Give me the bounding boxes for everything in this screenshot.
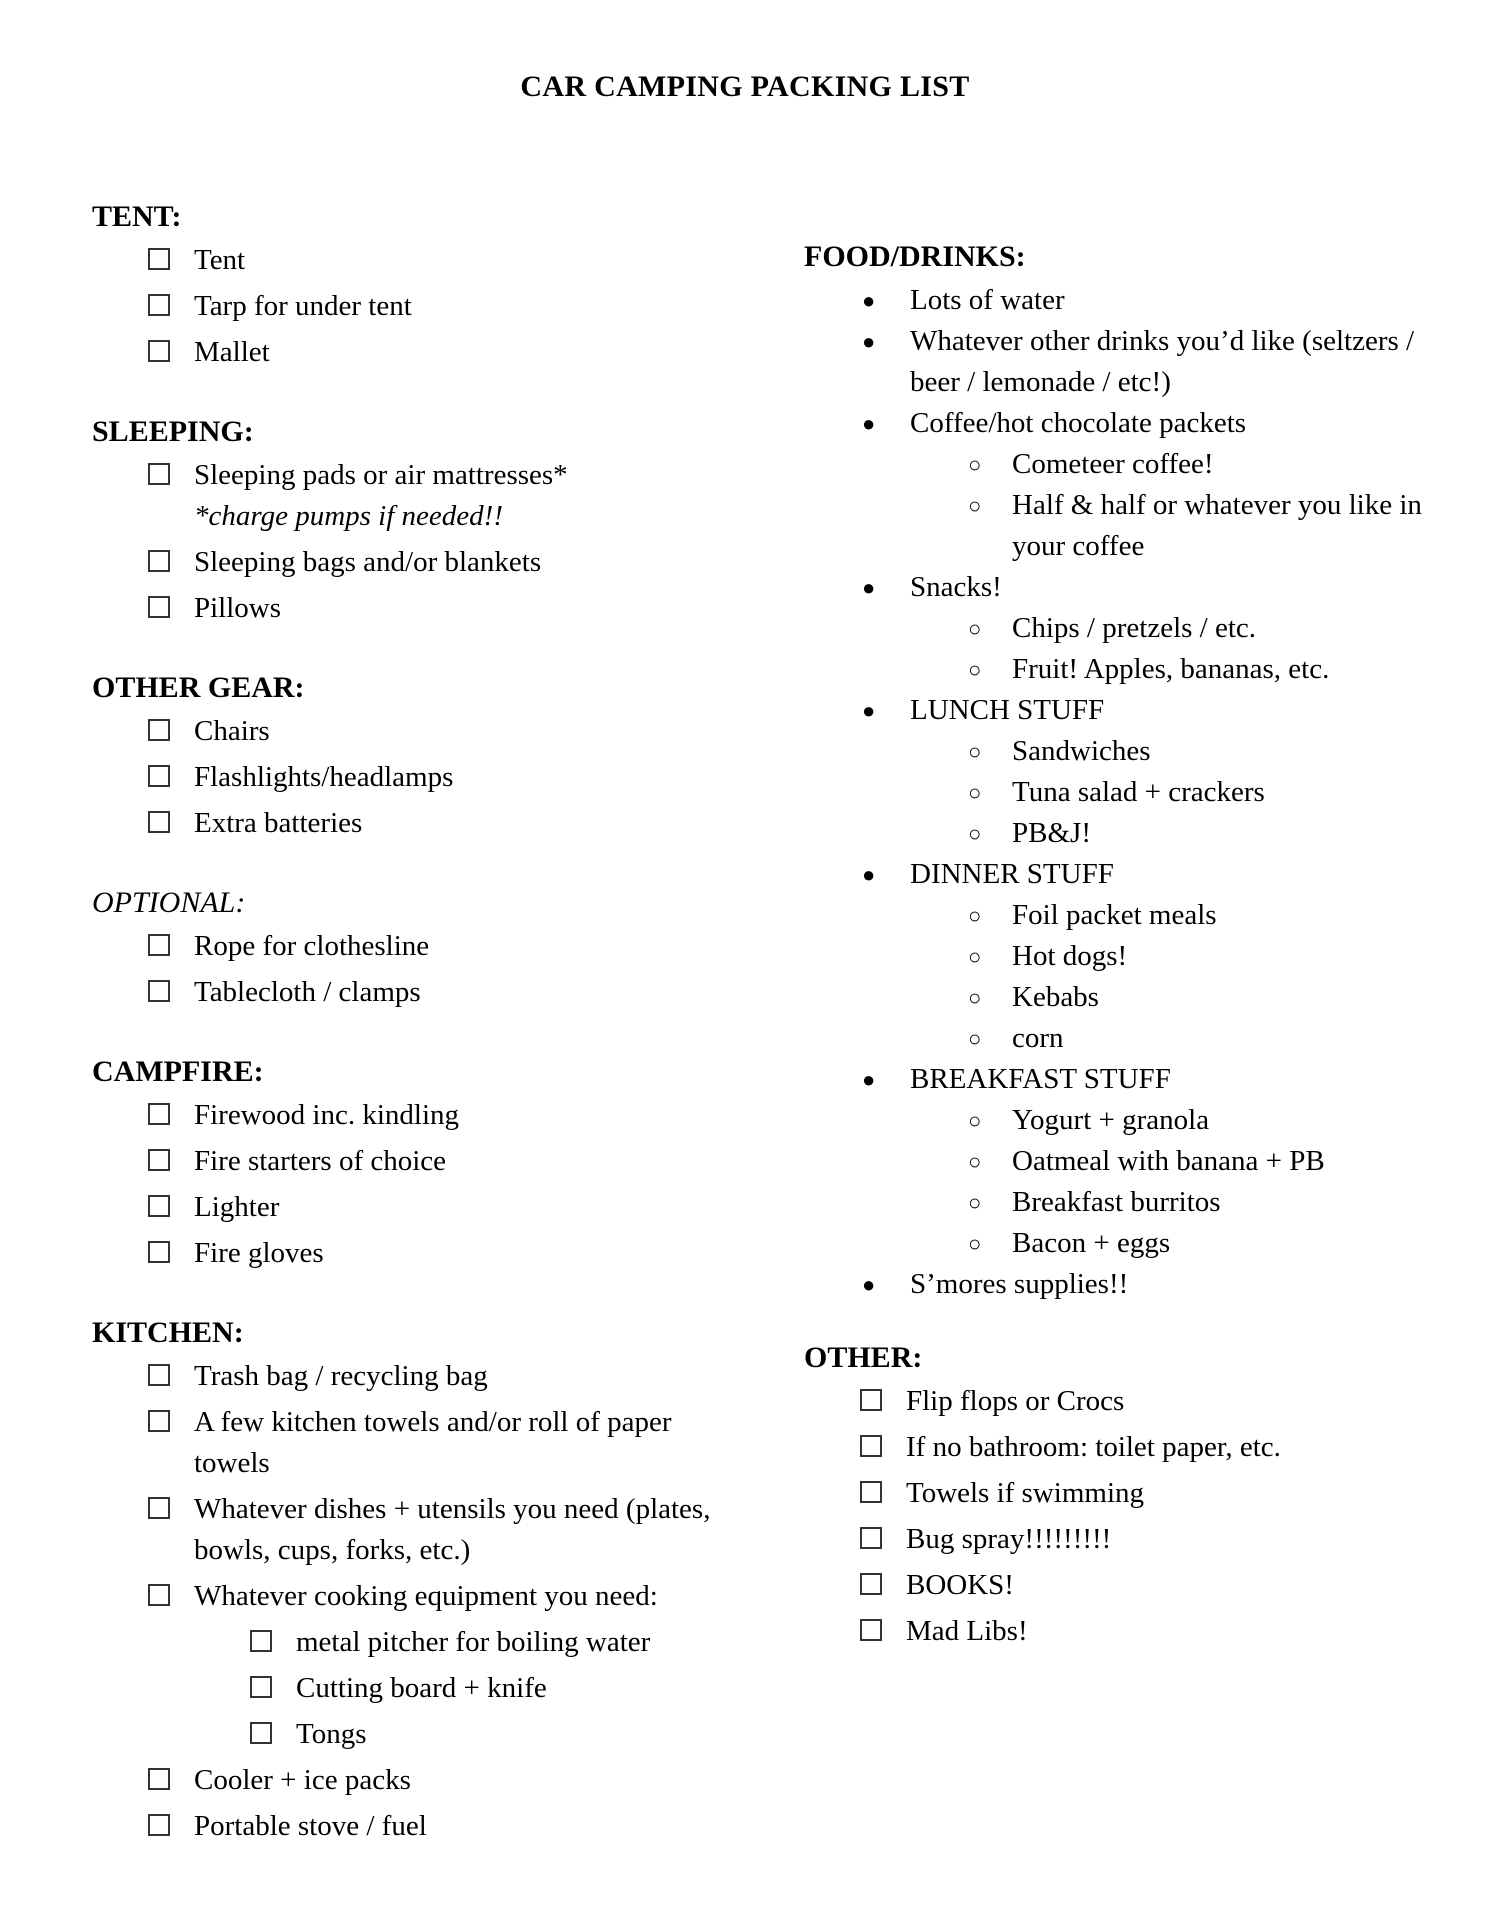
checkbox[interactable]: [860, 1619, 882, 1641]
item-label: Whatever other drinks you’d like (seltzers / beer / lemonade / etc!): [910, 325, 1415, 398]
sub-item: [960, 731, 1444, 772]
item-label: Kebabs: [1012, 981, 1099, 1013]
checklist: [804, 1381, 1444, 1652]
circle-bullet-icon: ○: [968, 452, 982, 477]
checklist-item: [148, 588, 732, 629]
circle-bullet-icon: ○: [968, 1026, 982, 1051]
checklist-item: [148, 803, 732, 844]
checkbox[interactable]: [148, 596, 170, 618]
item-label: Lighter: [194, 1191, 280, 1223]
bullet-item: [854, 1059, 1444, 1264]
checkbox[interactable]: [148, 294, 170, 316]
checklist-item: [148, 1141, 732, 1182]
item-label: Tent: [194, 244, 246, 276]
checklist-item: [148, 1576, 732, 1755]
sub-checklist: [194, 1622, 732, 1755]
item-label: Fire starters of choice: [194, 1145, 447, 1177]
checklist-item: [148, 1187, 732, 1228]
section-heading: OTHER GEAR:: [92, 671, 305, 704]
item-label: Bug spray!!!!!!!!!: [906, 1523, 1112, 1555]
sub-item: [960, 813, 1444, 854]
item-label: Chips / pretzels / etc.: [1012, 612, 1257, 644]
checklist-item: [148, 1095, 732, 1136]
item-note: *charge pumps if needed!!: [194, 500, 503, 532]
section-sleeping: [92, 409, 732, 629]
checklist-item: [860, 1381, 1444, 1422]
circle-bullet-icon: ○: [968, 780, 982, 805]
checkbox[interactable]: [860, 1481, 882, 1503]
circle-bullet-icon: ○: [968, 616, 982, 641]
sub-item: [960, 772, 1444, 813]
item-label: Sleeping pads or air mattresses*: [194, 459, 568, 491]
item-label: Coffee/hot chocolate packets: [910, 407, 1247, 439]
sub-item: [960, 608, 1444, 649]
checkbox[interactable]: [148, 340, 170, 362]
checklist: [92, 711, 732, 844]
section-heading: OTHER:: [804, 1341, 923, 1374]
section-heading: FOOD/DRINKS:: [804, 240, 1026, 273]
item-label: Firewood inc. kindling: [194, 1099, 460, 1131]
circle-bullet-icon: ○: [968, 1231, 982, 1256]
circle-bullet-icon: ○: [968, 1149, 982, 1174]
item-label: If no bathroom: toilet paper, etc.: [906, 1431, 1281, 1463]
bullet-icon: ●: [862, 1067, 876, 1092]
bullet-item: [854, 403, 1444, 567]
sub-item: [960, 649, 1444, 690]
item-label: Tongs: [296, 1718, 367, 1750]
item-label: PB&J!: [1012, 817, 1091, 849]
checkbox[interactable]: [148, 1103, 170, 1125]
checkbox[interactable]: [148, 1364, 170, 1386]
checkbox[interactable]: [148, 1768, 170, 1790]
item-label: Oatmeal with banana + PB: [1012, 1145, 1325, 1177]
item-label: metal pitcher for boiling water: [296, 1626, 651, 1658]
checklist-item: [148, 757, 732, 798]
sub-item: [960, 485, 1444, 567]
item-label: Flashlights/headlamps: [194, 761, 454, 793]
item-label: BOOKS!: [906, 1569, 1014, 1601]
sub-item: [960, 936, 1444, 977]
item-label: Portable stove / fuel: [194, 1810, 427, 1842]
bullet-icon: ●: [862, 411, 876, 436]
bullet-icon: ●: [862, 288, 876, 313]
item-label: DINNER STUFF: [910, 858, 1114, 890]
checkbox[interactable]: [148, 1410, 170, 1432]
item-label: BREAKFAST STUFF: [910, 1063, 1171, 1095]
checkbox[interactable]: [860, 1527, 882, 1549]
circle-bullet-icon: ○: [968, 493, 982, 518]
item-label: Fruit! Apples, bananas, etc.: [1012, 653, 1330, 685]
checkbox[interactable]: [148, 980, 170, 1002]
sub-list: [910, 608, 1444, 690]
checklist-subitem: [250, 1668, 732, 1709]
section-food-drinks: [804, 234, 1444, 1305]
item-label: Tarp for under tent: [194, 290, 412, 322]
checkbox[interactable]: [148, 811, 170, 833]
item-label: Half & half or whatever you like in your coffee: [1012, 489, 1422, 562]
item-label: Mallet: [194, 336, 270, 368]
checkbox[interactable]: [250, 1722, 272, 1744]
checkbox[interactable]: [148, 934, 170, 956]
section-other: [804, 1335, 1444, 1652]
checkbox[interactable]: [148, 1241, 170, 1263]
item-label: Bacon + eggs: [1012, 1227, 1171, 1259]
left-column: [92, 194, 732, 1883]
checklist-item: [148, 240, 732, 281]
checklist: [92, 240, 732, 373]
item-label: Whatever dishes + utensils you need (plates, bowls, cups, forks, etc.): [194, 1493, 711, 1566]
checklist-item: [148, 455, 732, 537]
sub-item: [960, 1141, 1444, 1182]
checklist-item: [148, 1489, 732, 1571]
sub-item: [960, 895, 1444, 936]
checkbox[interactable]: [148, 1814, 170, 1836]
item-label: Fire gloves: [194, 1237, 324, 1269]
sub-list: [910, 1100, 1444, 1264]
section-heading: SLEEPING:: [92, 415, 254, 448]
checklist-item: [148, 1760, 732, 1801]
sub-item: [960, 1182, 1444, 1223]
item-label: Cutting board + knife: [296, 1672, 547, 1704]
checkbox[interactable]: [148, 1497, 170, 1519]
page-title: CAR CAMPING PACKING LIST: [520, 70, 970, 103]
item-label: Cooler + ice packs: [194, 1764, 411, 1796]
bullet-item: [854, 321, 1444, 403]
item-label: Flip flops or Crocs: [906, 1385, 1125, 1417]
item-label: S’mores supplies!!: [910, 1268, 1129, 1300]
checklist-item: [860, 1519, 1444, 1560]
checklist-item: [148, 1233, 732, 1274]
circle-bullet-icon: ○: [968, 1190, 982, 1215]
checklist-item: [860, 1427, 1444, 1468]
item-label: Mad Libs!: [906, 1615, 1028, 1647]
checklist-item: [860, 1565, 1444, 1606]
checklist-item: [148, 1402, 732, 1484]
item-label: Chairs: [194, 715, 270, 747]
section-kitchen: [92, 1310, 732, 1847]
item-label: Lots of water: [910, 284, 1065, 316]
checklist-subitem: [250, 1622, 732, 1663]
circle-bullet-icon: ○: [968, 903, 982, 928]
checkbox[interactable]: [148, 719, 170, 741]
section-heading: TENT:: [92, 200, 182, 233]
sub-item: [960, 444, 1444, 485]
section-heading: KITCHEN:: [92, 1316, 244, 1349]
checklist: [92, 455, 732, 629]
section-campfire: [92, 1049, 732, 1274]
sub-item: [960, 1223, 1444, 1264]
checkbox[interactable]: [148, 765, 170, 787]
circle-bullet-icon: ○: [968, 739, 982, 764]
circle-bullet-icon: ○: [968, 657, 982, 682]
sub-item: [960, 1100, 1444, 1141]
bullet-icon: ●: [862, 1272, 876, 1297]
item-label: Snacks!: [910, 571, 1002, 603]
item-label: Tablecloth / clamps: [194, 976, 421, 1008]
item-label: Breakfast burritos: [1012, 1186, 1221, 1218]
bullet-item: [854, 567, 1444, 690]
checklist-subitem: [250, 1714, 732, 1755]
item-label: A few kitchen towels and/or roll of paper towels: [194, 1406, 672, 1479]
checklist-item: [148, 972, 732, 1013]
item-label: Trash bag / recycling bag: [194, 1360, 488, 1392]
sub-item: [960, 1018, 1444, 1059]
checklist-item: [148, 1806, 732, 1847]
sub-list: [910, 895, 1444, 1059]
item-label: corn: [1012, 1022, 1064, 1054]
right-column: [804, 234, 1444, 1688]
item-label: Extra batteries: [194, 807, 363, 839]
bullet-item: [854, 280, 1444, 321]
bullet-item: [854, 854, 1444, 1059]
checkbox[interactable]: [250, 1630, 272, 1652]
checklist-item: [148, 711, 732, 752]
item-label: Whatever cooking equipment you need:: [194, 1580, 658, 1612]
checkbox[interactable]: [148, 1149, 170, 1171]
sub-item: [960, 977, 1444, 1018]
section-heading: OPTIONAL:: [92, 886, 246, 919]
item-label: LUNCH STUFF: [910, 694, 1105, 726]
sub-list: [910, 731, 1444, 854]
bullet-item: [854, 690, 1444, 854]
item-label: Sleeping bags and/or blankets: [194, 546, 542, 578]
item-label: Cometeer coffee!: [1012, 448, 1214, 480]
checkbox[interactable]: [148, 463, 170, 485]
checklist-item: [148, 926, 732, 967]
bullet-icon: ●: [862, 329, 876, 354]
section-tent: [92, 194, 732, 373]
item-label: Hot dogs!: [1012, 940, 1128, 972]
bullet-item: [854, 1264, 1444, 1305]
section-optional: [92, 880, 732, 1013]
item-label: Foil packet meals: [1012, 899, 1217, 931]
bullet-icon: ●: [862, 698, 876, 723]
checklist: [92, 1356, 732, 1847]
bullet-list: [804, 280, 1444, 1305]
item-label: Sandwiches: [1012, 735, 1151, 767]
checkbox[interactable]: [148, 1195, 170, 1217]
circle-bullet-icon: ○: [968, 821, 982, 846]
sub-list: [910, 444, 1444, 567]
circle-bullet-icon: ○: [968, 985, 982, 1010]
checklist-item: [148, 332, 732, 373]
checklist-item: [860, 1611, 1444, 1652]
checklist-item: [148, 286, 732, 327]
checkbox[interactable]: [250, 1676, 272, 1698]
checkbox[interactable]: [860, 1435, 882, 1457]
checkbox[interactable]: [860, 1389, 882, 1411]
item-label: Yogurt + granola: [1012, 1104, 1210, 1136]
checklist: [92, 1095, 732, 1274]
checklist-item: [148, 1356, 732, 1397]
circle-bullet-icon: ○: [968, 1108, 982, 1133]
item-label: Pillows: [194, 592, 282, 624]
item-label: Tuna salad + crackers: [1012, 776, 1265, 808]
checklist-item: [148, 542, 732, 583]
bullet-icon: ●: [862, 575, 876, 600]
checklist: [92, 926, 732, 1013]
checkbox[interactable]: [860, 1573, 882, 1595]
checkbox[interactable]: [148, 550, 170, 572]
checklist-item: [860, 1473, 1444, 1514]
circle-bullet-icon: ○: [968, 944, 982, 969]
section-other-gear: [92, 665, 732, 844]
checkbox[interactable]: [148, 1584, 170, 1606]
section-heading: CAMPFIRE:: [92, 1055, 264, 1088]
checkbox[interactable]: [148, 248, 170, 270]
item-label: Rope for clothesline: [194, 930, 430, 962]
item-label: Towels if swimming: [906, 1477, 1145, 1509]
bullet-icon: ●: [862, 862, 876, 887]
